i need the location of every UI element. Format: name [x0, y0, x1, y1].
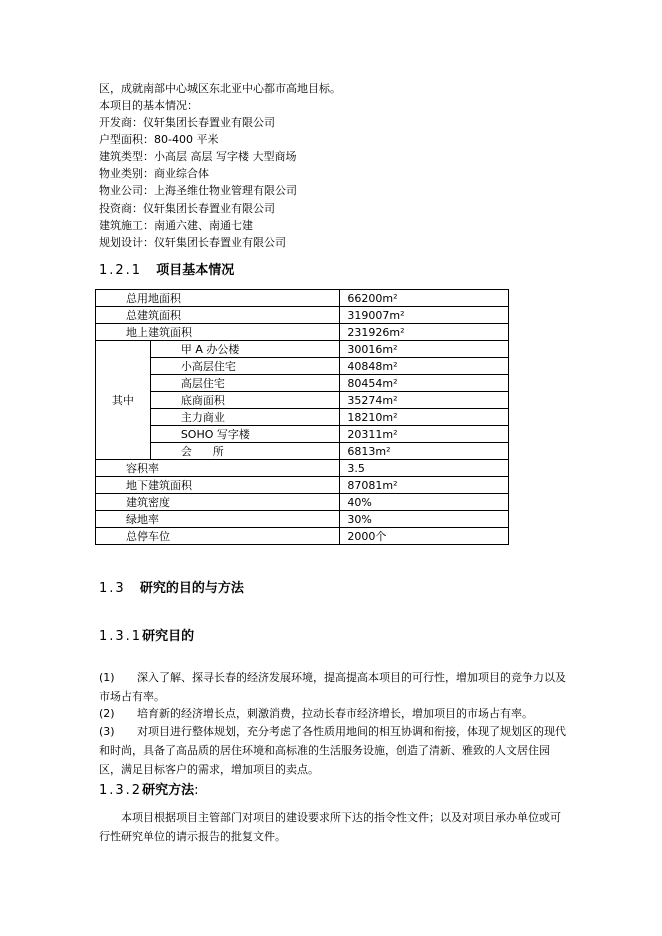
- row-value: 87081m²: [340, 477, 509, 494]
- intro-line: 规划设计：仪轩集团长春置业有限公司: [99, 236, 286, 249]
- purpose-text: 培育新的经济增长点，刺激消费，拉动长春市经济增长，增加项目的市场占有率。: [137, 707, 533, 720]
- purpose-number: (3): [99, 725, 115, 738]
- section-heading-1-3-1: [99, 628, 194, 646]
- table-row: [96, 307, 509, 324]
- sub-row-value: 6813m²: [340, 443, 509, 460]
- sub-row-label: 高层住宅: [150, 375, 340, 392]
- table-row: [96, 477, 509, 494]
- row-value: 2000个: [340, 528, 509, 545]
- purpose-item: [99, 704, 569, 723]
- sub-row-label: 底商面积: [150, 392, 340, 409]
- intro-line: 物业公司：上海圣维仕物业管理有限公司: [99, 184, 297, 197]
- intro-line: 户型面积：80-400 平米: [99, 133, 219, 146]
- group-label: 其中: [96, 341, 151, 460]
- purpose-number: (2): [99, 707, 115, 720]
- sub-row-value: 80454m²: [340, 375, 509, 392]
- section-heading-1-3-2: [99, 782, 198, 800]
- intro-line: 开发商：仪轩集团长春置业有限公司: [99, 116, 275, 129]
- table-row: [96, 324, 509, 341]
- section-number: 1.2.1: [99, 263, 143, 278]
- intro-line: 本项目的基本情况：: [99, 99, 198, 112]
- row-label: 地下建筑面积: [96, 477, 340, 494]
- purpose-item: [99, 722, 569, 779]
- sub-row-value: 30016m²: [340, 341, 509, 358]
- row-label: 绿地率: [96, 511, 340, 528]
- purpose-text: 对项目进行整体规划，充分考虑了各性质用地间的相互协调和衔接，体现了规划区的现代和时尚，具备了高品质的居住环境和高标准的生活服务设施，创造了清新、雅致的人文居住园区，满足目标客户的需求，增加项目的卖点。: [99, 725, 566, 776]
- section-title: 研究的目的与方法: [139, 581, 244, 596]
- intro-line: 物业类别：商业综合体: [99, 167, 209, 180]
- row-value: 40%: [340, 494, 509, 511]
- table-row: [96, 443, 509, 460]
- table-row: [96, 409, 509, 426]
- sub-row-label: 小高层住宅: [150, 358, 340, 375]
- purpose-number: (1): [99, 671, 115, 684]
- purpose-item: [99, 668, 569, 706]
- table-row: [96, 341, 509, 358]
- sub-row-label: 主力商业: [150, 409, 340, 426]
- table-row: [96, 528, 509, 545]
- table-row: [96, 392, 509, 409]
- row-value: 231926m²: [340, 324, 509, 341]
- row-label: 总停车位: [96, 528, 340, 545]
- sub-row-label: 甲 A 办公楼: [150, 341, 340, 358]
- row-label: 总建筑面积: [96, 307, 340, 324]
- method-paragraph: 本项目根据项目主管部门对项目的建设要求所下达的指令性文件；以及对项目承办单位或可行性研究单位的请示报告的批复文件。: [99, 811, 561, 843]
- row-value: 3.5: [340, 460, 509, 477]
- row-value: 30%: [340, 511, 509, 528]
- section-colon: :: [194, 783, 199, 798]
- section-title: 研究方法: [142, 783, 195, 798]
- table-row: [96, 494, 509, 511]
- table-row: [96, 358, 509, 375]
- row-label: 地上建筑面积: [96, 324, 340, 341]
- row-value: 66200m²: [340, 290, 509, 307]
- sub-row-value: 35274m²: [340, 392, 509, 409]
- table-row: [96, 290, 509, 307]
- sub-row-label: SOHO 写字楼: [150, 426, 340, 443]
- project-info-table: [95, 289, 509, 545]
- sub-row-value: 18210m²: [340, 409, 509, 426]
- intro-line: 投资商：仪轩集团长春置业有限公司: [99, 202, 275, 215]
- purpose-text: 深入了解、探寻长春的经济发展环境，提高提高本项目的可行性，增加项目的竞争力以及市场占有率。: [99, 671, 566, 703]
- sub-row-value: 20311m²: [340, 426, 509, 443]
- intro-line: 建筑类型：小高层 高层 写字楼 大型商场: [99, 150, 297, 163]
- section-title: 项目基本情况: [156, 263, 235, 278]
- section-number: 1.3.2: [99, 783, 143, 798]
- section-heading-1-2-1: [99, 262, 234, 280]
- section-title: 研究目的: [142, 629, 195, 644]
- section-number: 1.3: [99, 581, 126, 596]
- row-value: 319007m²: [340, 307, 509, 324]
- sub-row-value: 40848m²: [340, 358, 509, 375]
- row-label: 建筑密度: [96, 494, 340, 511]
- section-heading-1-3: [99, 580, 244, 598]
- row-label: 容积率: [96, 460, 340, 477]
- table-row: [96, 375, 509, 392]
- intro-line: 建筑施工：南通六建、南通七建: [99, 219, 253, 232]
- table-row: [96, 460, 509, 477]
- intro-line: 区，成就南部中心城区东北亚中心都市高地目标。: [99, 82, 341, 95]
- table-row: [96, 511, 509, 528]
- sub-row-label: 会 所: [150, 443, 340, 460]
- row-label: 总用地面积: [96, 290, 340, 307]
- table-row: [96, 426, 509, 443]
- section-number: 1.3.1: [99, 629, 143, 644]
